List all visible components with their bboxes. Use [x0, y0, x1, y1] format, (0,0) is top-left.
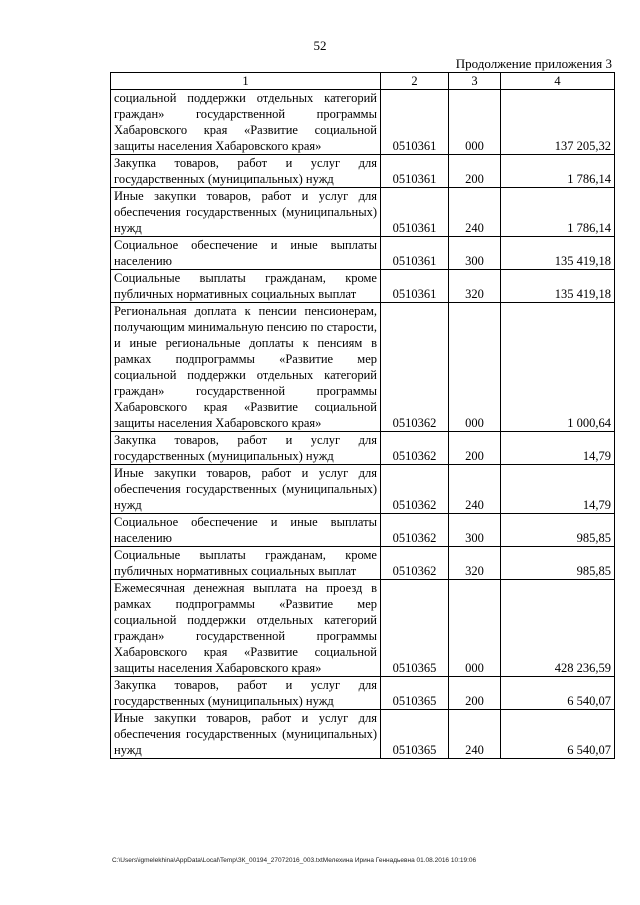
row-type-cell: 000 — [449, 580, 501, 677]
row-type-cell: 320 — [449, 547, 501, 580]
row-type-cell: 240 — [449, 710, 501, 759]
row-code-cell: 0510365 — [381, 677, 449, 710]
row-code-cell: 0510362 — [381, 547, 449, 580]
header-cell-4: 4 — [501, 73, 615, 90]
row-amount-cell: 6 540,07 — [501, 677, 615, 710]
row-name-cell: Социальные выплаты гражданам, кроме публичных нормативных социальных выплат — [111, 547, 381, 580]
row-name-cell: Закупка товаров, работ и услуг для государственных (муниципальных) нужд — [111, 155, 381, 188]
table-row — [111, 188, 615, 237]
table-row — [111, 710, 615, 759]
row-amount-cell: 137 205,32 — [501, 90, 615, 155]
row-code-cell: 0510362 — [381, 303, 449, 432]
row-amount-cell: 135 419,18 — [501, 237, 615, 270]
table-row — [111, 547, 615, 580]
row-name-cell: Региональная доплата к пенсии пенсионерам, получающим минимальную пенсию по старости, и иные региональные доплаты к пенсиям в рамках подпрограммы «Развитие мер социальной поддержки отдельных категорий граждан» государственной программы Хабаровского края «Развитие социальной защиты населения Хабаровского края» — [111, 303, 381, 432]
row-name-cell: Ежемесячная денежная выплата на проезд в рамках подпрограммы «Развитие мер социальной поддержки отдельных категорий граждан» государственной программы Хабаровского края «Развитие социальной защиты населения Хабаровского края» — [111, 580, 381, 677]
row-name-cell: Иные закупки товаров, работ и услуг для обеспечения государственных (муниципальных) нужд — [111, 188, 381, 237]
row-code-cell: 0510362 — [381, 432, 449, 465]
row-type-cell: 200 — [449, 155, 501, 188]
footer-path: C:\Users\igmelekhina\AppData\Local\Temp\ЗК_00194_27072016_003.txtМелехина Ирина Геннадьевна 01.08.2016 10:19:06 — [112, 857, 477, 864]
continuation-label: Продолжение приложения 3 — [455, 56, 612, 71]
row-code-cell: 0510361 — [381, 237, 449, 270]
table-row — [111, 90, 615, 155]
row-amount-cell: 14,79 — [501, 465, 615, 514]
row-amount-cell: 6 540,07 — [501, 710, 615, 759]
row-code-cell: 0510361 — [381, 270, 449, 303]
row-name-cell: Иные закупки товаров, работ и услуг для обеспечения государственных (муниципальных) нужд — [111, 465, 381, 514]
budget-table — [110, 72, 615, 759]
table-row — [111, 465, 615, 514]
row-name-cell: социальной поддержки отдельных категорий граждан» государственной программы Хабаровского края «Развитие социальной защиты населения Хабаровского края» — [111, 90, 381, 155]
row-type-cell: 240 — [449, 465, 501, 514]
row-name-cell: Социальное обеспечение и иные выплаты населению — [111, 514, 381, 547]
table-row — [111, 155, 615, 188]
row-code-cell: 0510362 — [381, 465, 449, 514]
row-type-cell: 000 — [449, 303, 501, 432]
header-cell-1: 1 — [111, 73, 381, 90]
row-amount-cell: 985,85 — [501, 547, 615, 580]
row-type-cell: 300 — [449, 237, 501, 270]
row-amount-cell: 14,79 — [501, 432, 615, 465]
row-amount-cell: 985,85 — [501, 514, 615, 547]
row-amount-cell: 1 786,14 — [501, 188, 615, 237]
row-type-cell: 200 — [449, 432, 501, 465]
table-row — [111, 270, 615, 303]
table-row — [111, 514, 615, 547]
row-name-cell: Закупка товаров, работ и услуг для государственных (муниципальных) нужд — [111, 677, 381, 710]
row-amount-cell: 1 000,64 — [501, 303, 615, 432]
table-row — [111, 580, 615, 677]
header-cell-2: 2 — [381, 73, 449, 90]
row-code-cell: 0510361 — [381, 188, 449, 237]
row-type-cell: 000 — [449, 90, 501, 155]
table-row — [111, 432, 615, 465]
table-row — [111, 677, 615, 710]
table-row — [111, 237, 615, 270]
row-code-cell: 0510362 — [381, 514, 449, 547]
row-type-cell: 320 — [449, 270, 501, 303]
header-cell-3: 3 — [449, 73, 501, 90]
row-type-cell: 240 — [449, 188, 501, 237]
row-amount-cell: 428 236,59 — [501, 580, 615, 677]
row-code-cell: 0510365 — [381, 710, 449, 759]
row-type-cell: 200 — [449, 677, 501, 710]
page-number: 52 — [313, 38, 327, 53]
row-code-cell: 0510361 — [381, 155, 449, 188]
row-code-cell: 0510361 — [381, 90, 449, 155]
header-row — [111, 73, 615, 90]
row-name-cell: Социальное обеспечение и иные выплаты населению — [111, 237, 381, 270]
table-body — [111, 90, 615, 759]
row-name-cell: Иные закупки товаров, работ и услуг для обеспечения государственных (муниципальных) нужд — [111, 710, 381, 759]
row-amount-cell: 1 786,14 — [501, 155, 615, 188]
row-code-cell: 0510365 — [381, 580, 449, 677]
row-name-cell: Социальные выплаты гражданам, кроме публичных нормативных социальных выплат — [111, 270, 381, 303]
table-row — [111, 303, 615, 432]
row-amount-cell: 135 419,18 — [501, 270, 615, 303]
row-name-cell: Закупка товаров, работ и услуг для государственных (муниципальных) нужд — [111, 432, 381, 465]
row-type-cell: 300 — [449, 514, 501, 547]
